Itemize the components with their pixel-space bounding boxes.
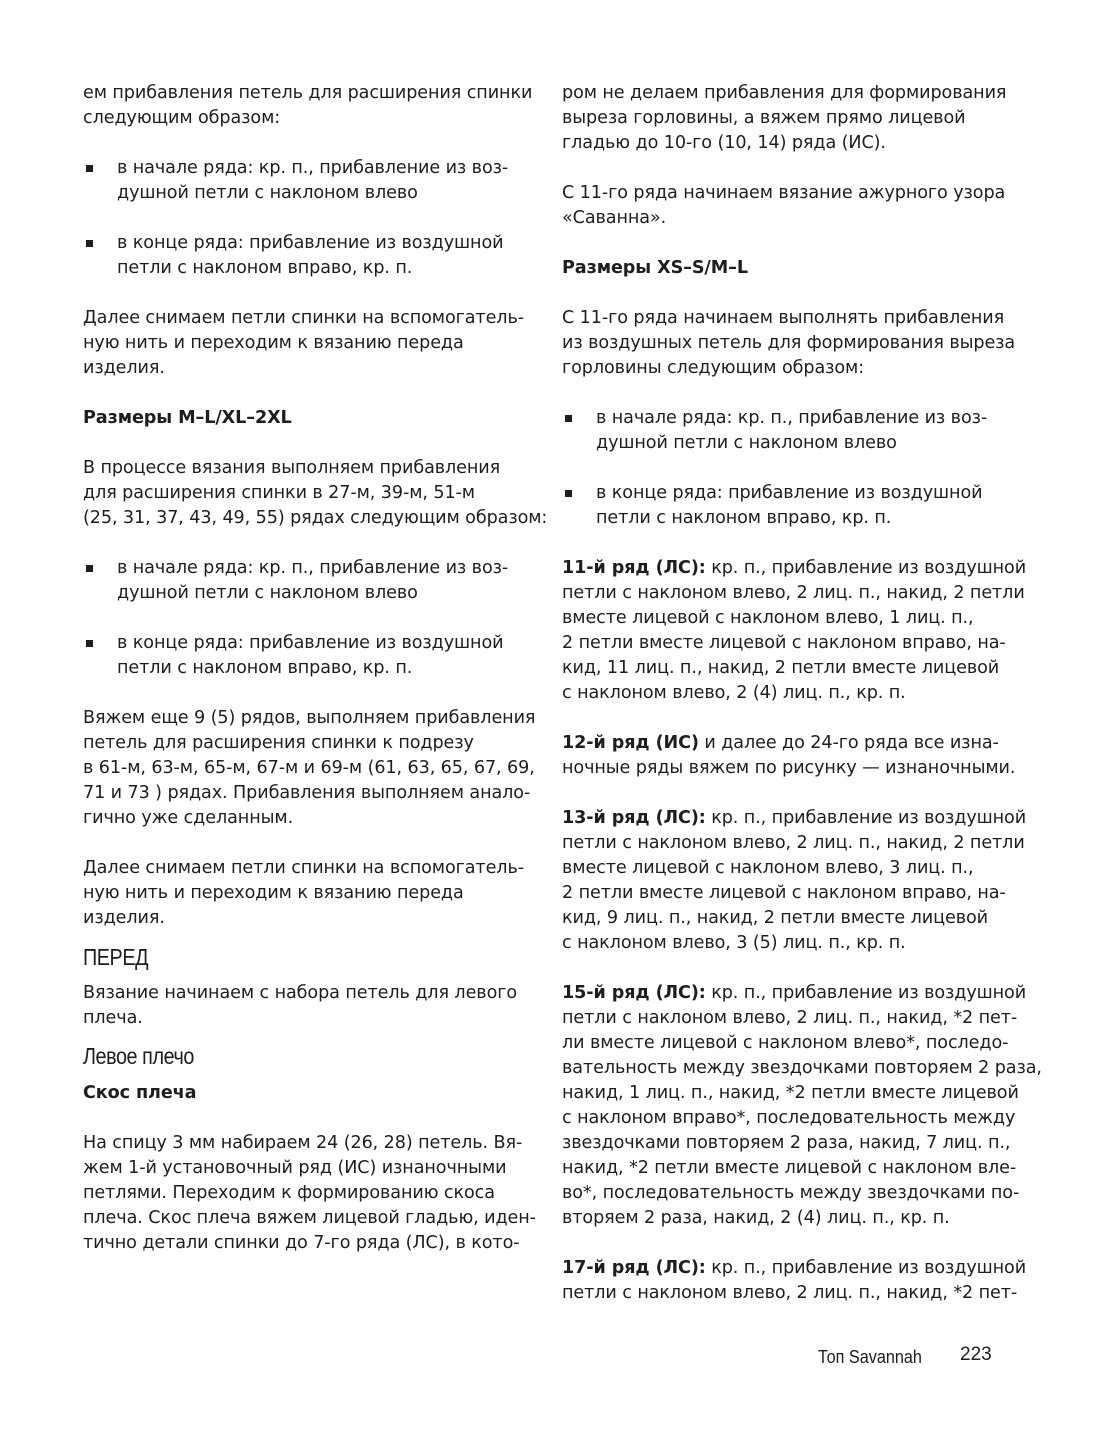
text-line: вательность между звездочками повторяем 2 раза, bbox=[562, 1058, 1042, 1078]
row-label: 11-й ряд (ЛС): bbox=[562, 558, 706, 578]
right-column bbox=[562, 81, 1042, 1306]
text-line: с наклоном влево, 2 (4) лиц. п., кр. п. bbox=[562, 683, 906, 703]
text-line: петли с наклоном вправо, кр. п. bbox=[117, 258, 413, 278]
text-line: 2 петли вместе лицевой с наклоном вправо, на- bbox=[562, 883, 1006, 903]
text-line: изделия. bbox=[83, 908, 165, 928]
text-line: «Саванна». bbox=[562, 208, 667, 228]
text-line: накид, *2 петли вместе лицевой с наклоном вле- bbox=[562, 1158, 1017, 1178]
row-label: 15-й ряд (ЛС): bbox=[562, 983, 706, 1003]
row-label: 13-й ряд (ЛС): bbox=[562, 808, 706, 828]
text-line: гладью до 10-го (10, 14) ряда (ИС). bbox=[562, 133, 886, 153]
text-line: звездочками повторяем 2 раза, накид, 7 лиц. п., bbox=[562, 1133, 1011, 1153]
row-12-instruction bbox=[562, 731, 1014, 781]
text-line: Вязание начинаем с набора петель для левого bbox=[83, 983, 518, 1003]
text-line: петли с наклоном влево, 2 лиц. п., накид, *2 пет- bbox=[562, 1008, 1018, 1028]
page-number: 223 bbox=[960, 1344, 992, 1365]
text-line: петель для расширения спинки к подрезу bbox=[83, 733, 474, 753]
text-line: ночные ряды вяжем по рисунку — изнаночными. bbox=[562, 758, 1016, 778]
text-line: В процессе вязания выполняем прибавления bbox=[83, 458, 501, 478]
text-line: ром не делаем прибавления для формирования bbox=[562, 83, 1007, 103]
row-label: 17-й ряд (ЛС): bbox=[562, 1258, 706, 1278]
text-line: с наклоном вправо*, последовательность между bbox=[562, 1108, 1016, 1128]
text-line: петли с наклоном влево, 2 лиц. п., накид, 2 петли bbox=[562, 583, 1025, 603]
text-line: ную нить и переходим к вязанию переда bbox=[83, 333, 464, 353]
text-line: в начале ряда: кр. п., прибавление из воз- bbox=[117, 158, 509, 178]
bullet-item bbox=[562, 481, 1014, 531]
text-line: 2 петли вместе лицевой с наклоном вправо, на- bbox=[562, 633, 1006, 653]
text-line: в начале ряда: кр. п., прибавление из воз- bbox=[596, 408, 988, 428]
text-run: кр. п., прибавление из воздушной bbox=[705, 983, 1027, 1003]
text-line: из воздушных петель для формирования выреза bbox=[562, 333, 1016, 353]
footer-title: Топ Savannah bbox=[818, 1347, 922, 1367]
text-line: Далее снимаем петли спинки на вспомогатель- bbox=[83, 858, 524, 878]
text-line: кид, 9 лиц. п., накид, 2 петли вместе лицевой bbox=[562, 908, 988, 928]
text-line: в конце ряда: прибавление из воздушной bbox=[117, 233, 504, 253]
heading-left-shoulder: Левое плечо bbox=[83, 1043, 194, 1069]
text-line: плеча. bbox=[83, 1008, 143, 1028]
left-column bbox=[83, 81, 548, 1256]
paragraph bbox=[562, 81, 1014, 156]
text-line: петли с наклоном влево, 2 лиц. п., накид, 2 петли bbox=[562, 833, 1025, 853]
text-line: горловины следующим образом: bbox=[562, 358, 865, 378]
text-line: душной петли с наклоном влево bbox=[117, 183, 418, 203]
bullet-item bbox=[83, 156, 531, 206]
text-line: в 61-м, 63-м, 65-м, 67-м и 69-м (61, 63, 65, 67, 69, bbox=[83, 758, 535, 778]
paragraph bbox=[83, 856, 531, 931]
text-line: следующим образом: bbox=[83, 108, 281, 128]
bullet-item bbox=[83, 231, 531, 281]
text-line: С 11-го ряда начинаем вязание ажурного узора bbox=[562, 183, 1006, 203]
section-heading: Размеры M–L/XL–2XL bbox=[83, 408, 292, 428]
text-line: жем 1-й установочный ряд (ИС) изнаночными bbox=[83, 1158, 507, 1178]
text-line: выреза горловины, а вяжем прямо лицевой bbox=[562, 108, 966, 128]
paragraph bbox=[83, 456, 548, 531]
text-line: в начале ряда: кр. п., прибавление из воз- bbox=[117, 558, 509, 578]
text-line: петли с наклоном вправо, кр. п. bbox=[596, 508, 892, 528]
text-line: вместе лицевой с наклоном влево, 1 лиц. п., bbox=[562, 608, 974, 628]
paragraph bbox=[83, 981, 531, 1031]
bullet-item bbox=[83, 631, 531, 681]
paragraph bbox=[562, 181, 1014, 231]
text-line: С 11-го ряда начинаем выполнять прибавления bbox=[562, 308, 1005, 328]
text-line: Далее снимаем петли спинки на вспомогатель- bbox=[83, 308, 524, 328]
text-run: и далее до 24-го ряда все изна- bbox=[698, 733, 999, 753]
text-line: петли с наклоном влево, 2 лиц. п., накид, *2 пет- bbox=[562, 1283, 1018, 1303]
text-line: в конце ряда: прибавление из воздушной bbox=[117, 633, 504, 653]
row-13-instruction bbox=[562, 806, 1027, 956]
text-line: Вяжем еще 9 (5) рядов, выполняем прибавления bbox=[83, 708, 536, 728]
paragraph bbox=[562, 306, 1014, 381]
text-line: петли с наклоном вправо, кр. п. bbox=[117, 658, 413, 678]
row-11-instruction bbox=[562, 556, 1027, 706]
bullet-item bbox=[83, 556, 531, 606]
paragraph bbox=[83, 1131, 536, 1256]
text-line: во*, последовательность между звездочками по- bbox=[562, 1183, 1020, 1203]
page-footer bbox=[818, 1344, 992, 1368]
text-line: гично уже сделанным. bbox=[83, 808, 294, 828]
section-heading: Размеры XS–S/M–L bbox=[562, 258, 748, 278]
text-line: с наклоном влево, 3 (5) лиц. п., кр. п. bbox=[562, 933, 906, 953]
text-line: для расширения спинки в 27-м, 39-м, 51-м bbox=[83, 483, 475, 503]
text-line: ли вместе лицевой с наклоном влево*, последо- bbox=[562, 1033, 1009, 1053]
text-run: кр. п., прибавление из воздушной bbox=[705, 558, 1027, 578]
paragraph bbox=[83, 706, 536, 831]
text-line: тично детали спинки до 7-го ряда (ЛС), в кото- bbox=[83, 1233, 520, 1253]
text-line: петлями. Переходим к формированию скоса bbox=[83, 1183, 495, 1203]
text-line: плеча. Скос плеча вяжем лицевой гладью, иден- bbox=[83, 1208, 536, 1228]
paragraph bbox=[83, 81, 531, 131]
bullet-item bbox=[562, 406, 1014, 456]
text-line: кид, 11 лиц. п., накид, 2 петли вместе лицевой bbox=[562, 658, 1000, 678]
text-line: ную нить и переходим к вязанию переда bbox=[83, 883, 464, 903]
text-line: в конце ряда: прибавление из воздушной bbox=[596, 483, 983, 503]
text-line: На спицу 3 мм набираем 24 (26, 28) петель. Вя- bbox=[83, 1133, 523, 1153]
row-label: 12-й ряд (ИС) bbox=[562, 733, 699, 753]
text-line: накид, 1 лиц. п., накид, *2 петли вместе лицевой bbox=[562, 1083, 1019, 1103]
row-15-instruction bbox=[562, 981, 1042, 1231]
text-run: кр. п., прибавление из воздушной bbox=[705, 808, 1027, 828]
text-line: вторяем 2 раза, накид, 2 (4) лиц. п., кр. п. bbox=[562, 1208, 950, 1228]
text-line: изделия. bbox=[83, 358, 165, 378]
text-line: душной петли с наклоном влево bbox=[596, 433, 897, 453]
text-line: ем прибавления петель для расширения спинки bbox=[83, 83, 533, 103]
text-line: душной петли с наклоном влево bbox=[117, 583, 418, 603]
paragraph bbox=[83, 306, 531, 381]
text-line: вместе лицевой с наклоном влево, 3 лиц. п., bbox=[562, 858, 974, 878]
row-17-instruction bbox=[562, 1256, 1027, 1306]
subheading-bevel: Скос плеча bbox=[83, 1083, 197, 1103]
text-line: 71 и 73 ) рядах. Прибавления выполняем анало- bbox=[83, 783, 531, 803]
text-run: кр. п., прибавление из воздушной bbox=[705, 1258, 1027, 1278]
heading-front: ПЕРЕД bbox=[83, 944, 149, 970]
text-line: (25, 31, 37, 43, 49, 55) рядах следующим образом: bbox=[83, 508, 548, 528]
